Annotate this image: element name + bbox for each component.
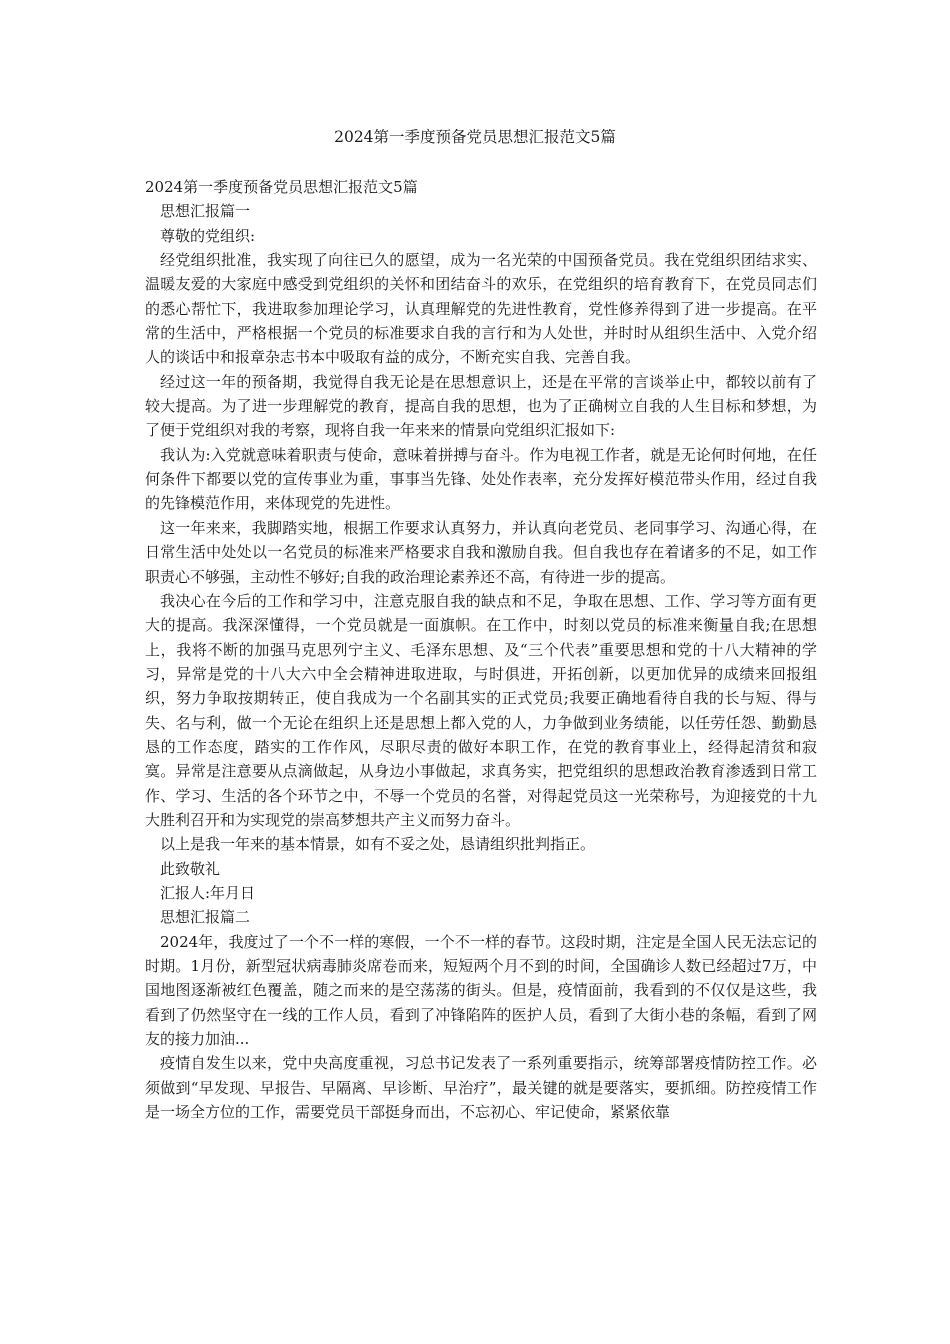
- paragraph: 经过这一年的预备期，我觉得自我无论是在思想意识上，还是在平常的言谈举止中，都较以前有了较大提高。为了进一步理解党的教育，提高自我的思想，也为了正确树立自我的人生目标和梦想，为了便于党组织对我的考察，现将自我一年来来的情景向党组织汇报如下:: [145, 372, 817, 440]
- paragraph: 2024年，我度过了一个不一样的寒假，一个不一样的春节。这段时期，注定是全国人民无法忘记的时期。1月份，新型冠状病毒肺炎席卷而来，短短两个月不到的时间，全国确诊人数已经超过7万，中国地图逐渐被红色覆盖，随之而来的是空荡荡的街头。但是，疫情面前，我看到的不仅仅是这些，我看到了仍然坚守在一线的工作人员，看到了冲锋陷阵的医护人员，看到了大街小巷的条幅，看到了网友的接力加油...: [145, 932, 817, 1049]
- paragraph: 尊敬的党组织:: [160, 226, 256, 245]
- paragraph: 我决心在今后的工作和学习中，注意克服自我的缺点和不足，争取在思想、工作、学习等方面有更大的提高。我深深懂得，一个党员就是一面旗帜。在工作中，时刻以党员的标准来衡量自我;在思想上，我将不断的加强马克思列宁主义、毛泽东思想、及“三个代表”重要思想和党的十八大精神的学习，异常是党的十八大六中全会精神进取进取，与时俱进，开拓创新，以更加优异的成绩来回报组织，努力争取按期转正，使自我成为一个名副其实的正式党员;我要正确地看待自我的长与短、得与失、名与利，做一个无论在组织上还是思想上都入党的人，力争做到业务绩能，以任劳任怨、勤勤恳恳的工作态度，踏实的工作作风，尽职尽责的做好本职工作，在党的教育事业上，经得起清贫和寂寞。异常是注意要从点滴做起，从身边小事做起，求真务实，把党组织的思想政治教育渗透到日常工作、学习、生活的各个环节之中，不辱一个党员的名誉，对得起党员这一光荣称号，为迎接党的十九大胜利召开和为实现党的崇高梦想共产主义而努力奋斗。: [145, 591, 817, 829]
- paragraph: 2024第一季度预备党员思想汇报范文5篇: [145, 178, 418, 196]
- paragraph: 疫情自发生以来，党中央高度重视，习总书记发表了一系列重要指示，统筹部署疫情防控工作。必须做到“早发现、早报告、早隔离、早诊断、早治疗”，最关键的就是要落实，要抓细。防控疫情工作是一场全方位的工作，需要党员干部挺身而出，不忘初心、牢记使命，紧紧依靠: [145, 1054, 817, 1122]
- paragraph: 这一年来来，我脚踏实地，根据工作要求认真努力，并认真向老党员、老同事学习、沟通心得，在日常生活中处处以一名党员的标准来严格要求自我和激励自我。但自我也存在着诸多的不足，如工作职责心不够强，主动性不够好;自我的政治理论素养还不高，有待进一步的提高。: [145, 518, 817, 586]
- paragraph: 此致敬礼: [160, 859, 221, 878]
- page-title: 2024第一季度预备党员思想汇报范文5篇: [334, 128, 616, 146]
- paragraph: 思想汇报篇二: [160, 908, 251, 927]
- paragraph: 以上是我一年来的基本情景，如有不妥之处，恳请组织批判指正。: [160, 835, 596, 854]
- paragraph: 思想汇报篇一: [160, 202, 251, 221]
- paragraph: 我认为:入党就意味着职责与使命，意味着拼搏与奋斗。作为电视工作者，就是无论何时何地，在任何条件下都要以党的宣传事业为重，事事当先锋、处处作表率，充分发挥好模范带头作用，经过自我的先锋模范作用，来体现党的先进性。: [145, 445, 817, 513]
- document-body: [145, 175, 817, 1124]
- paragraph: 汇报人:年月日: [160, 883, 256, 902]
- paragraph: 经党组织批准，我实现了向往已久的愿望，成为一名光荣的中国预备党员。我在党组织团结求实、温暖友爱的大家庭中感受到党组织的关怀和团结奋斗的欢乐，在党组织的培育教育下，在党员同志们的悉心帮忙下，我进取参加理论学习，认真理解党的先进性教育，党性修养得到了进一步提高。在平常的生活中，严格根据一个党员的标准要求自我的言行和为人处世，并时时从组织生活中、入党介绍人的谈话中和报章杂志书本中吸取有益的成分，不断充实自我、完善自我。: [145, 251, 817, 367]
